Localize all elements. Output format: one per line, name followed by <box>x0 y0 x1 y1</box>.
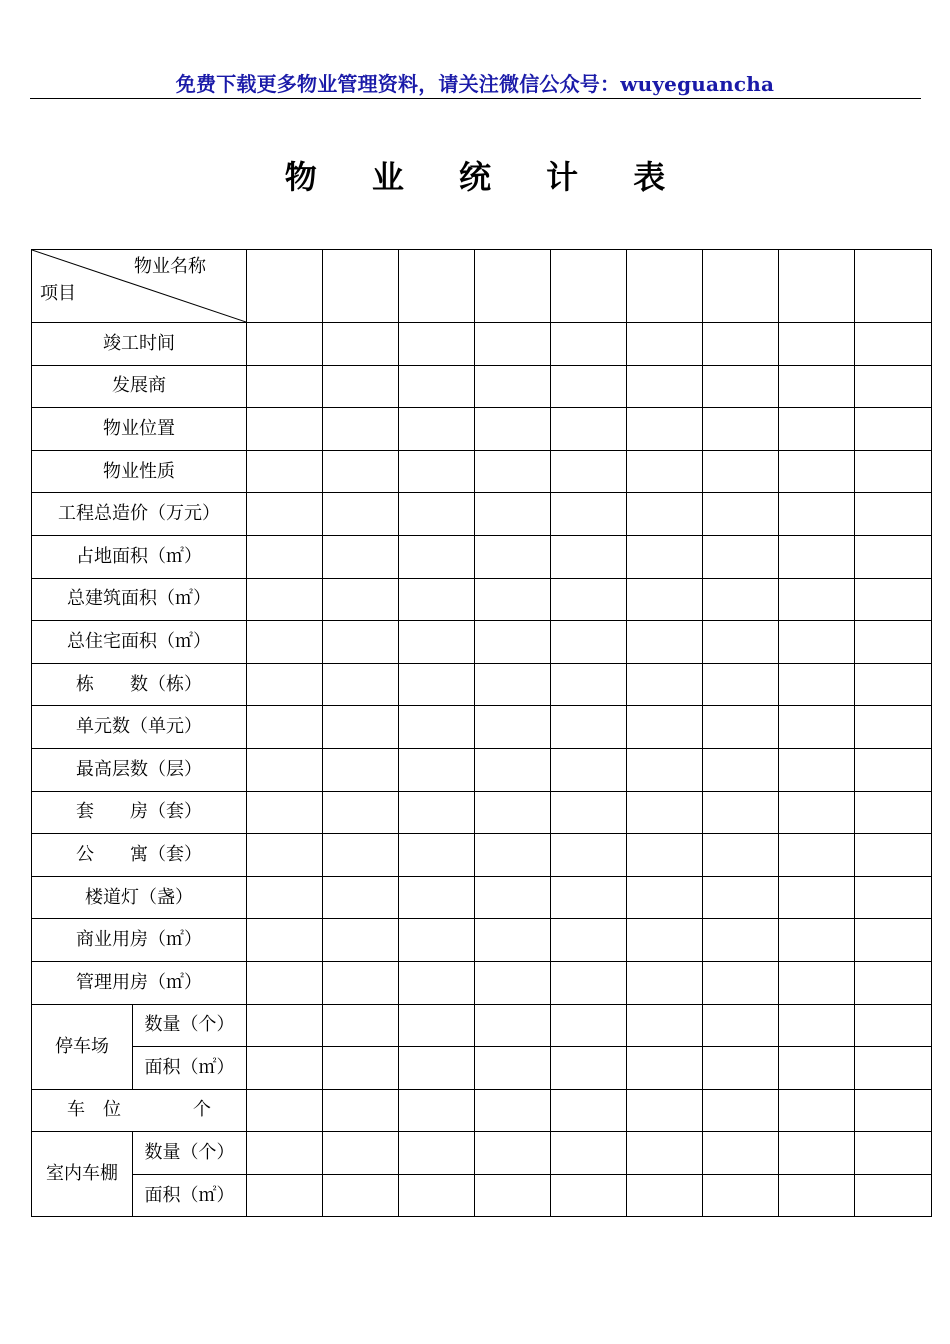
data-cell[interactable] <box>247 535 323 578</box>
row-label: 楼道灯（盏） <box>32 876 247 919</box>
row-label: 最高层数（层） <box>32 748 247 791</box>
data-cell[interactable] <box>855 493 932 536</box>
row-label: 发展商 <box>32 365 247 408</box>
row-header-label: 项目 <box>40 283 76 304</box>
data-cell[interactable] <box>627 323 703 366</box>
group-label-parking: 停车场 <box>32 1004 133 1089</box>
table-row <box>32 323 932 366</box>
data-cell[interactable] <box>627 1132 703 1175</box>
table-row <box>32 578 932 621</box>
data-cell[interactable] <box>399 1089 475 1132</box>
property-stats-table <box>31 249 932 1217</box>
data-cell[interactable] <box>399 578 475 621</box>
data-cell[interactable] <box>551 535 627 578</box>
data-cell[interactable] <box>855 1004 932 1047</box>
data-cell[interactable] <box>779 1089 855 1132</box>
data-cell[interactable] <box>323 748 399 791</box>
data-cell[interactable] <box>399 365 475 408</box>
data-cell[interactable] <box>551 961 627 1004</box>
data-cell[interactable] <box>779 791 855 834</box>
data-cell[interactable] <box>247 365 323 408</box>
data-cell[interactable] <box>703 1004 779 1047</box>
data-cell[interactable] <box>779 876 855 919</box>
data-cell[interactable] <box>627 791 703 834</box>
data-cell[interactable] <box>399 919 475 962</box>
data-cell[interactable] <box>779 450 855 493</box>
data-cell[interactable] <box>399 1174 475 1217</box>
data-cell[interactable] <box>627 1047 703 1090</box>
data-cell[interactable] <box>703 1089 779 1132</box>
data-cell[interactable] <box>551 1047 627 1090</box>
data-cell[interactable] <box>627 1174 703 1217</box>
data-cell[interactable] <box>399 876 475 919</box>
data-cell[interactable] <box>779 535 855 578</box>
data-cell[interactable] <box>399 450 475 493</box>
data-cell[interactable] <box>323 1047 399 1090</box>
property-name-cell[interactable] <box>247 250 323 323</box>
data-cell[interactable] <box>779 663 855 706</box>
data-cell[interactable] <box>779 748 855 791</box>
data-cell[interactable] <box>551 834 627 877</box>
data-cell[interactable] <box>247 1132 323 1175</box>
data-cell[interactable] <box>475 578 551 621</box>
property-name-cell[interactable] <box>475 250 551 323</box>
data-cell[interactable] <box>475 961 551 1004</box>
data-cell[interactable] <box>855 961 932 1004</box>
table-row <box>32 408 932 451</box>
data-cell[interactable] <box>399 1132 475 1175</box>
data-cell[interactable] <box>475 919 551 962</box>
data-cell[interactable] <box>247 834 323 877</box>
row-label: 竣工时间 <box>32 323 247 366</box>
data-cell[interactable] <box>855 919 932 962</box>
data-cell[interactable] <box>247 323 323 366</box>
data-cell[interactable] <box>323 706 399 749</box>
data-cell[interactable] <box>779 578 855 621</box>
data-cell[interactable] <box>475 791 551 834</box>
data-cell[interactable] <box>247 748 323 791</box>
row-label: 套 房（套） <box>32 791 247 834</box>
data-cell[interactable] <box>855 1089 932 1132</box>
row-label: 工程总造价（万元） <box>32 493 247 536</box>
data-cell[interactable] <box>703 791 779 834</box>
group-label-shed: 室内车棚 <box>32 1132 133 1217</box>
row-label: 总住宅面积（㎡） <box>32 621 247 664</box>
data-cell[interactable] <box>323 408 399 451</box>
data-cell[interactable] <box>855 365 932 408</box>
property-name-cell[interactable] <box>855 250 932 323</box>
data-cell[interactable] <box>323 876 399 919</box>
data-cell[interactable] <box>399 961 475 1004</box>
data-cell[interactable] <box>779 834 855 877</box>
data-cell[interactable] <box>703 408 779 451</box>
row-label: 物业位置 <box>32 408 247 451</box>
data-cell[interactable] <box>247 876 323 919</box>
data-cell[interactable] <box>551 876 627 919</box>
table-row <box>32 1174 932 1217</box>
data-cell[interactable] <box>627 578 703 621</box>
data-cell[interactable] <box>779 493 855 536</box>
data-cell[interactable] <box>855 578 932 621</box>
header-banner: 免费下载更多物业管理资料，请关注微信公众号：wuyeguancha <box>175 72 775 96</box>
data-cell[interactable] <box>855 323 932 366</box>
data-cell[interactable] <box>475 535 551 578</box>
row-label: 总建筑面积（㎡） <box>32 578 247 621</box>
property-name-cell[interactable] <box>627 250 703 323</box>
data-cell[interactable] <box>703 323 779 366</box>
row-label: 单元数（单元） <box>32 706 247 749</box>
data-cell[interactable] <box>855 1047 932 1090</box>
data-cell[interactable] <box>247 578 323 621</box>
property-name-cell[interactable] <box>551 250 627 323</box>
data-cell[interactable] <box>475 365 551 408</box>
data-cell[interactable] <box>475 1004 551 1047</box>
data-cell[interactable] <box>475 748 551 791</box>
data-cell[interactable] <box>323 1089 399 1132</box>
table-row <box>32 535 932 578</box>
data-cell[interactable] <box>323 1132 399 1175</box>
data-cell[interactable] <box>703 1047 779 1090</box>
data-cell[interactable] <box>627 663 703 706</box>
table-row <box>32 834 932 877</box>
sub-label: 面积（㎡） <box>133 1047 247 1090</box>
data-cell[interactable] <box>779 621 855 664</box>
data-cell[interactable] <box>627 748 703 791</box>
data-cell[interactable] <box>855 834 932 877</box>
data-cell[interactable] <box>779 1132 855 1175</box>
data-cell[interactable] <box>703 621 779 664</box>
row-label: 栋 数（栋） <box>32 663 247 706</box>
sub-label: 面积（㎡） <box>133 1174 247 1217</box>
data-cell[interactable] <box>475 493 551 536</box>
data-cell[interactable] <box>703 578 779 621</box>
table-row <box>32 663 932 706</box>
data-cell[interactable] <box>779 323 855 366</box>
data-cell[interactable] <box>399 748 475 791</box>
row-label: 车 位 个 <box>32 1089 247 1132</box>
data-cell[interactable] <box>551 578 627 621</box>
data-cell[interactable] <box>475 450 551 493</box>
data-cell[interactable] <box>551 791 627 834</box>
data-cell[interactable] <box>399 323 475 366</box>
data-cell[interactable] <box>551 493 627 536</box>
data-cell[interactable] <box>247 1089 323 1132</box>
data-cell[interactable] <box>855 621 932 664</box>
data-cell[interactable] <box>247 1174 323 1217</box>
property-name-cell[interactable] <box>399 250 475 323</box>
data-cell[interactable] <box>399 408 475 451</box>
data-cell[interactable] <box>247 1047 323 1090</box>
data-cell[interactable] <box>627 961 703 1004</box>
data-cell[interactable] <box>551 1132 627 1175</box>
data-cell[interactable] <box>551 450 627 493</box>
data-cell[interactable] <box>703 535 779 578</box>
data-cell[interactable] <box>475 706 551 749</box>
table-row <box>32 748 932 791</box>
data-cell[interactable] <box>703 1174 779 1217</box>
data-cell[interactable] <box>627 408 703 451</box>
data-cell[interactable] <box>323 961 399 1004</box>
data-cell[interactable] <box>703 493 779 536</box>
data-cell[interactable] <box>399 535 475 578</box>
data-cell[interactable] <box>475 323 551 366</box>
table-row <box>32 1089 932 1132</box>
data-cell[interactable] <box>779 1174 855 1217</box>
data-cell[interactable] <box>399 791 475 834</box>
data-cell[interactable] <box>703 961 779 1004</box>
data-cell[interactable] <box>627 919 703 962</box>
data-cell[interactable] <box>703 365 779 408</box>
data-cell[interactable] <box>779 1004 855 1047</box>
table-row <box>32 919 932 962</box>
data-cell[interactable] <box>779 1047 855 1090</box>
data-cell[interactable] <box>323 323 399 366</box>
table-row <box>32 876 932 919</box>
data-cell[interactable] <box>779 706 855 749</box>
row-label: 物业性质 <box>32 450 247 493</box>
row-label: 公 寓（套） <box>32 834 247 877</box>
data-cell[interactable] <box>703 834 779 877</box>
data-cell[interactable] <box>779 961 855 1004</box>
data-cell[interactable] <box>323 663 399 706</box>
data-cell[interactable] <box>475 663 551 706</box>
data-cell[interactable] <box>551 1004 627 1047</box>
data-cell[interactable] <box>323 919 399 962</box>
column-header-label: 物业名称 <box>134 256 206 277</box>
data-cell[interactable] <box>779 919 855 962</box>
data-cell[interactable] <box>627 1004 703 1047</box>
data-cell[interactable] <box>247 493 323 536</box>
data-cell[interactable] <box>855 706 932 749</box>
table-row <box>32 791 932 834</box>
data-cell[interactable] <box>703 1132 779 1175</box>
data-cell[interactable] <box>551 748 627 791</box>
data-cell[interactable] <box>855 748 932 791</box>
data-cell[interactable] <box>551 408 627 451</box>
table-row <box>32 621 932 664</box>
data-cell[interactable] <box>551 323 627 366</box>
data-cell[interactable] <box>703 450 779 493</box>
data-cell[interactable] <box>703 748 779 791</box>
data-cell[interactable] <box>551 621 627 664</box>
data-cell[interactable] <box>323 493 399 536</box>
table-header-row <box>32 250 932 323</box>
data-cell[interactable] <box>247 791 323 834</box>
data-cell[interactable] <box>703 876 779 919</box>
table-row <box>32 706 932 749</box>
data-cell[interactable] <box>323 450 399 493</box>
data-cell[interactable] <box>855 1174 932 1217</box>
table-row <box>32 961 932 1004</box>
data-cell[interactable] <box>475 1174 551 1217</box>
data-cell[interactable] <box>855 535 932 578</box>
data-cell[interactable] <box>323 621 399 664</box>
data-cell[interactable] <box>399 663 475 706</box>
data-cell[interactable] <box>475 1047 551 1090</box>
data-cell[interactable] <box>323 365 399 408</box>
data-cell[interactable] <box>247 919 323 962</box>
data-cell[interactable] <box>703 706 779 749</box>
data-cell[interactable] <box>475 1089 551 1132</box>
diagonal-header-cell <box>32 250 247 323</box>
data-cell[interactable] <box>247 408 323 451</box>
data-cell[interactable] <box>475 876 551 919</box>
property-name-cell[interactable] <box>323 250 399 323</box>
row-label: 管理用房（㎡） <box>32 961 247 1004</box>
data-cell[interactable] <box>855 1132 932 1175</box>
data-cell[interactable] <box>779 408 855 451</box>
data-cell[interactable] <box>247 621 323 664</box>
data-cell[interactable] <box>475 621 551 664</box>
data-cell[interactable] <box>399 706 475 749</box>
data-cell[interactable] <box>399 493 475 536</box>
table-row <box>32 365 932 408</box>
data-cell[interactable] <box>247 663 323 706</box>
data-cell[interactable] <box>399 1047 475 1090</box>
data-cell[interactable] <box>247 450 323 493</box>
data-cell[interactable] <box>475 834 551 877</box>
data-cell[interactable] <box>323 834 399 877</box>
data-cell[interactable] <box>551 919 627 962</box>
data-cell[interactable] <box>627 706 703 749</box>
table-row <box>32 493 932 536</box>
data-cell[interactable] <box>627 834 703 877</box>
row-label: 占地面积（㎡） <box>32 535 247 578</box>
data-cell[interactable] <box>551 1174 627 1217</box>
data-cell[interactable] <box>855 876 932 919</box>
data-cell[interactable] <box>551 706 627 749</box>
data-cell[interactable] <box>323 578 399 621</box>
data-cell[interactable] <box>551 365 627 408</box>
data-cell[interactable] <box>323 791 399 834</box>
data-cell[interactable] <box>855 663 932 706</box>
data-cell[interactable] <box>475 408 551 451</box>
data-cell[interactable] <box>627 1089 703 1132</box>
data-cell[interactable] <box>399 621 475 664</box>
property-name-cell[interactable] <box>779 250 855 323</box>
data-cell[interactable] <box>323 535 399 578</box>
data-cell[interactable] <box>627 365 703 408</box>
data-cell[interactable] <box>627 450 703 493</box>
page-title: 物 业 统 计 表 <box>284 158 688 196</box>
data-cell[interactable] <box>779 365 855 408</box>
data-cell[interactable] <box>627 535 703 578</box>
data-cell[interactable] <box>323 1174 399 1217</box>
table-row <box>32 1132 932 1175</box>
data-cell[interactable] <box>627 493 703 536</box>
data-cell[interactable] <box>703 663 779 706</box>
data-cell[interactable] <box>855 791 932 834</box>
data-cell[interactable] <box>627 621 703 664</box>
data-cell[interactable] <box>551 1089 627 1132</box>
row-label: 商业用房（㎡） <box>32 919 247 962</box>
data-cell[interactable] <box>551 663 627 706</box>
header-divider <box>30 98 921 99</box>
data-cell[interactable] <box>627 876 703 919</box>
table-row <box>32 1047 932 1090</box>
data-cell[interactable] <box>855 408 932 451</box>
table-row <box>32 1004 932 1047</box>
data-cell[interactable] <box>703 919 779 962</box>
property-name-cell[interactable] <box>703 250 779 323</box>
data-cell[interactable] <box>399 1004 475 1047</box>
sub-label: 数量（个） <box>133 1132 247 1175</box>
data-cell[interactable] <box>247 1004 323 1047</box>
data-cell[interactable] <box>475 1132 551 1175</box>
data-cell[interactable] <box>323 1004 399 1047</box>
table-row <box>32 450 932 493</box>
data-cell[interactable] <box>399 834 475 877</box>
data-cell[interactable] <box>855 450 932 493</box>
sub-label: 数量（个） <box>133 1004 247 1047</box>
data-cell[interactable] <box>247 961 323 1004</box>
data-cell[interactable] <box>247 706 323 749</box>
